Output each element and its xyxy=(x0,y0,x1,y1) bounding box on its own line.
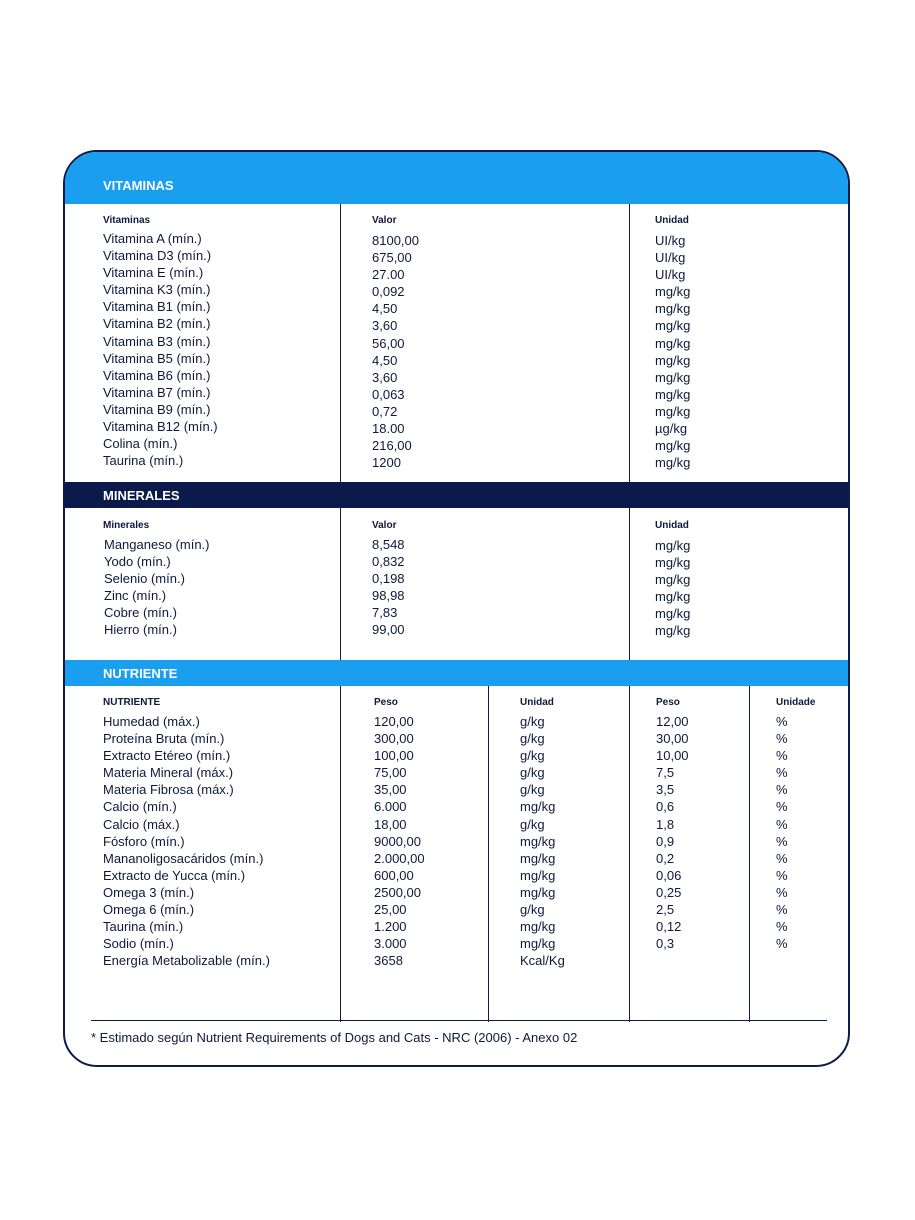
table-cell: 0,063 xyxy=(372,386,405,402)
table-cell: % xyxy=(776,833,788,849)
divider xyxy=(340,204,341,482)
table-cell: Vitamina A (mín.) xyxy=(103,231,202,246)
table-cell: Selenio (mín.) xyxy=(104,571,185,587)
footnote: * Estimado según Nutrient Requirements of Dogs and Cats - NRC (2006) - Anexo 02 xyxy=(91,1030,578,1045)
table-cell: 0,198 xyxy=(372,571,405,587)
divider xyxy=(340,686,341,1022)
nutriente-peso-column xyxy=(374,713,425,969)
table-cell: Fósforo (mín.) xyxy=(103,833,185,849)
table-cell: 0,6 xyxy=(656,799,675,815)
table-cell: Yodo (mín.) xyxy=(104,554,171,570)
table-cell: % xyxy=(776,714,788,729)
nutriente-name-column xyxy=(103,713,270,969)
table-cell: % xyxy=(776,884,788,900)
vitaminas-header-band xyxy=(65,152,848,204)
nutriente-col-header-unidad: Unidad xyxy=(520,697,554,708)
table-cell: mg/kg xyxy=(655,572,691,588)
table-cell: Materia Mineral (máx.) xyxy=(103,765,234,781)
nutrition-table-card xyxy=(63,150,850,1067)
table-cell: Vitamina B6 (mín.) xyxy=(103,367,211,383)
table-cell: 12,00 xyxy=(656,714,689,729)
minerales-value-column xyxy=(372,536,405,639)
table-cell: UI/kg xyxy=(655,267,686,283)
table-cell: g/kg xyxy=(520,765,545,781)
table-cell: mg/kg xyxy=(520,799,556,815)
table-cell: Vitamina K3 (mín.) xyxy=(103,282,211,298)
minerales-header-band xyxy=(65,482,848,508)
table-cell: 2500,00 xyxy=(374,884,421,900)
table-cell: 0,72 xyxy=(372,403,398,419)
table-cell: 3,60 xyxy=(372,369,398,385)
table-cell: Humedad (máx.) xyxy=(103,714,200,729)
vitaminas-col-header-value: Valor xyxy=(372,215,397,226)
table-cell: % xyxy=(776,799,788,815)
table-cell: Vitamina B9 (mín.) xyxy=(103,401,211,417)
table-cell: Vitamina E (mín.) xyxy=(103,265,204,281)
table-cell: 7,5 xyxy=(656,765,675,781)
table-cell: 30,00 xyxy=(656,731,689,747)
table-cell: Proteína Bruta (mín.) xyxy=(103,731,225,747)
minerales-col-header-value: Valor xyxy=(372,520,397,531)
nutriente-col-header-unidade: Unidade xyxy=(776,697,816,708)
table-cell: mg/kg xyxy=(520,833,556,849)
table-cell: Energía Metabolizable (mín.) xyxy=(103,953,270,969)
table-cell: g/kg xyxy=(520,714,545,729)
table-cell: 8100,00 xyxy=(372,233,419,248)
table-cell: 10,00 xyxy=(656,748,689,764)
nutriente-col-header-peso-pct: Peso xyxy=(656,697,680,708)
table-cell: 0,092 xyxy=(372,284,405,300)
table-cell: Hierro (mín.) xyxy=(104,622,177,638)
table-cell: mg/kg xyxy=(655,438,691,454)
table-cell: 120,00 xyxy=(374,714,414,729)
minerales-unit-column xyxy=(655,537,690,640)
vitaminas-value-column xyxy=(372,232,419,471)
table-cell: mg/kg xyxy=(520,936,556,952)
table-cell: mg/kg xyxy=(655,369,691,385)
table-cell: 99,00 xyxy=(372,622,405,638)
table-cell: mg/kg xyxy=(655,318,691,334)
divider xyxy=(629,204,630,482)
table-cell: mg/kg xyxy=(655,623,691,639)
table-cell: Extracto Etéreo (mín.) xyxy=(103,748,231,764)
table-cell: 8,548 xyxy=(372,537,405,552)
table-cell: % xyxy=(776,902,788,918)
vitaminas-title: VITAMINAS xyxy=(103,177,174,193)
table-cell: Vitamina B2 (mín.) xyxy=(103,316,211,332)
table-cell: Vitamina B12 (mín.) xyxy=(103,419,218,435)
divider xyxy=(629,508,630,660)
table-cell: 25,00 xyxy=(374,902,407,918)
nutriente-unidad-column xyxy=(520,713,565,969)
table-cell: Calcio (mín.) xyxy=(103,799,177,815)
table-cell: 0,2 xyxy=(656,850,675,866)
table-cell: mg/kg xyxy=(655,335,691,351)
table-cell: 4,50 xyxy=(372,301,398,317)
table-cell: 0,12 xyxy=(656,919,682,935)
table-cell: 2.000,00 xyxy=(374,850,425,866)
table-cell: Vitamina B3 (mín.) xyxy=(103,333,211,349)
nutriente-col-header-peso: Peso xyxy=(374,697,398,708)
table-cell: Mananoligosacáridos (mín.) xyxy=(103,850,264,866)
nutriente-peso-pct-column xyxy=(656,713,689,969)
table-cell: Taurina (mín.) xyxy=(103,919,184,935)
table-cell: 0,3 xyxy=(656,936,675,952)
table-cell: mg/kg xyxy=(520,919,556,935)
table-cell: mg/kg xyxy=(520,867,556,883)
minerales-col-header-name: Minerales xyxy=(103,520,150,531)
table-cell: 0,06 xyxy=(656,867,682,883)
table-cell: mg/kg xyxy=(655,284,691,300)
table-cell: Manganeso (mín.) xyxy=(104,537,210,552)
table-cell: g/kg xyxy=(520,731,545,747)
table-cell: Cobre (mín.) xyxy=(104,605,177,621)
table-cell: mg/kg xyxy=(655,538,691,553)
table-cell: 7,83 xyxy=(372,605,398,621)
table-cell: mg/kg xyxy=(655,606,691,622)
table-cell: % xyxy=(776,748,788,764)
table-cell: % xyxy=(776,816,788,832)
table-cell: 675,00 xyxy=(372,250,412,266)
table-cell: 2,5 xyxy=(656,902,675,918)
table-cell: 216,00 xyxy=(372,438,412,454)
table-cell: Omega 6 (mín.) xyxy=(103,902,195,918)
divider xyxy=(340,508,341,660)
table-cell: Kcal/Kg xyxy=(520,953,565,969)
table-cell xyxy=(656,952,689,969)
table-cell: 100,00 xyxy=(374,748,414,764)
table-cell: mg/kg xyxy=(655,455,691,471)
table-cell: 300,00 xyxy=(374,731,414,747)
table-cell: % xyxy=(776,731,788,747)
vitaminas-name-column xyxy=(103,230,218,469)
divider xyxy=(488,686,489,1022)
table-cell: % xyxy=(776,936,788,952)
table-cell: 3,5 xyxy=(656,782,675,798)
table-cell: 35,00 xyxy=(374,782,407,798)
table-cell: % xyxy=(776,850,788,866)
table-cell: 98,98 xyxy=(372,588,405,604)
table-cell: 3,60 xyxy=(372,318,398,334)
table-cell: Vitamina B1 (mín.) xyxy=(103,299,211,315)
table-cell: 9000,00 xyxy=(374,833,421,849)
table-cell: % xyxy=(776,765,788,781)
table-cell: 0,25 xyxy=(656,884,682,900)
table-cell: 56,00 xyxy=(372,335,405,351)
table-cell: Vitamina B5 (mín.) xyxy=(103,350,211,366)
table-cell: mg/kg xyxy=(520,850,556,866)
table-cell: 3658 xyxy=(374,953,403,969)
table-cell: 0,9 xyxy=(656,833,675,849)
table-cell: Materia Fibrosa (máx.) xyxy=(103,782,234,798)
divider xyxy=(749,686,750,1022)
table-cell: mg/kg xyxy=(655,555,691,571)
table-cell: mg/kg xyxy=(655,301,691,317)
table-cell: mg/kg xyxy=(655,403,691,419)
table-cell: UI/kg xyxy=(655,250,686,266)
table-cell: 6.000 xyxy=(374,799,407,815)
table-cell: g/kg xyxy=(520,782,545,798)
table-cell: 18,00 xyxy=(374,816,407,832)
table-cell: Calcio (máx.) xyxy=(103,816,180,832)
table-cell: 0,832 xyxy=(372,554,405,570)
table-cell: mg/kg xyxy=(655,589,691,605)
table-cell: Zinc (mín.) xyxy=(104,588,167,604)
table-cell: Vitamina D3 (mín.) xyxy=(103,248,212,264)
table-cell: 3.000 xyxy=(374,936,407,952)
table-cell: g/kg xyxy=(520,902,545,918)
vitaminas-col-header-unit: Unidad xyxy=(655,215,689,226)
minerales-name-column xyxy=(104,536,210,639)
table-cell: 1.200 xyxy=(374,919,407,935)
nutriente-header-band xyxy=(65,660,848,686)
table-cell: mg/kg xyxy=(520,884,556,900)
table-cell: % xyxy=(776,782,788,798)
table-cell: % xyxy=(776,867,788,883)
table-cell: mg/kg xyxy=(655,352,691,368)
table-cell: Taurina (mín.) xyxy=(103,453,184,469)
vitaminas-col-header-name: Vitaminas xyxy=(103,215,151,226)
nutriente-col-header-name: NUTRIENTE xyxy=(103,697,161,708)
minerales-title: MINERALES xyxy=(103,487,180,503)
table-cell: µg/kg xyxy=(655,421,688,437)
table-cell: 4,50 xyxy=(372,352,398,368)
table-cell: g/kg xyxy=(520,816,545,832)
table-cell: 600,00 xyxy=(374,867,414,883)
table-cell: 18.00 xyxy=(372,421,405,437)
table-cell: mg/kg xyxy=(655,386,691,402)
table-cell xyxy=(776,952,788,969)
table-cell: Colina (mín.) xyxy=(103,436,178,452)
footer-rule xyxy=(91,1020,827,1021)
table-cell: UI/kg xyxy=(655,233,686,248)
table-cell: Omega 3 (mín.) xyxy=(103,884,195,900)
vitaminas-unit-column xyxy=(655,232,690,471)
table-cell: g/kg xyxy=(520,748,545,764)
table-cell: 27.00 xyxy=(372,267,405,283)
table-cell: 75,00 xyxy=(374,765,407,781)
nutriente-unidade-column xyxy=(776,713,788,969)
table-cell: 1,8 xyxy=(656,816,675,832)
table-cell: Extracto de Yucca (mín.) xyxy=(103,867,246,883)
table-cell: Sodio (mín.) xyxy=(103,936,174,952)
minerales-col-header-unit: Unidad xyxy=(655,520,689,531)
table-cell: % xyxy=(776,919,788,935)
nutriente-title: NUTRIENTE xyxy=(103,665,178,681)
divider xyxy=(629,686,630,1022)
table-cell: Vitamina B7 (mín.) xyxy=(103,384,211,400)
table-cell: 1200 xyxy=(372,455,401,471)
